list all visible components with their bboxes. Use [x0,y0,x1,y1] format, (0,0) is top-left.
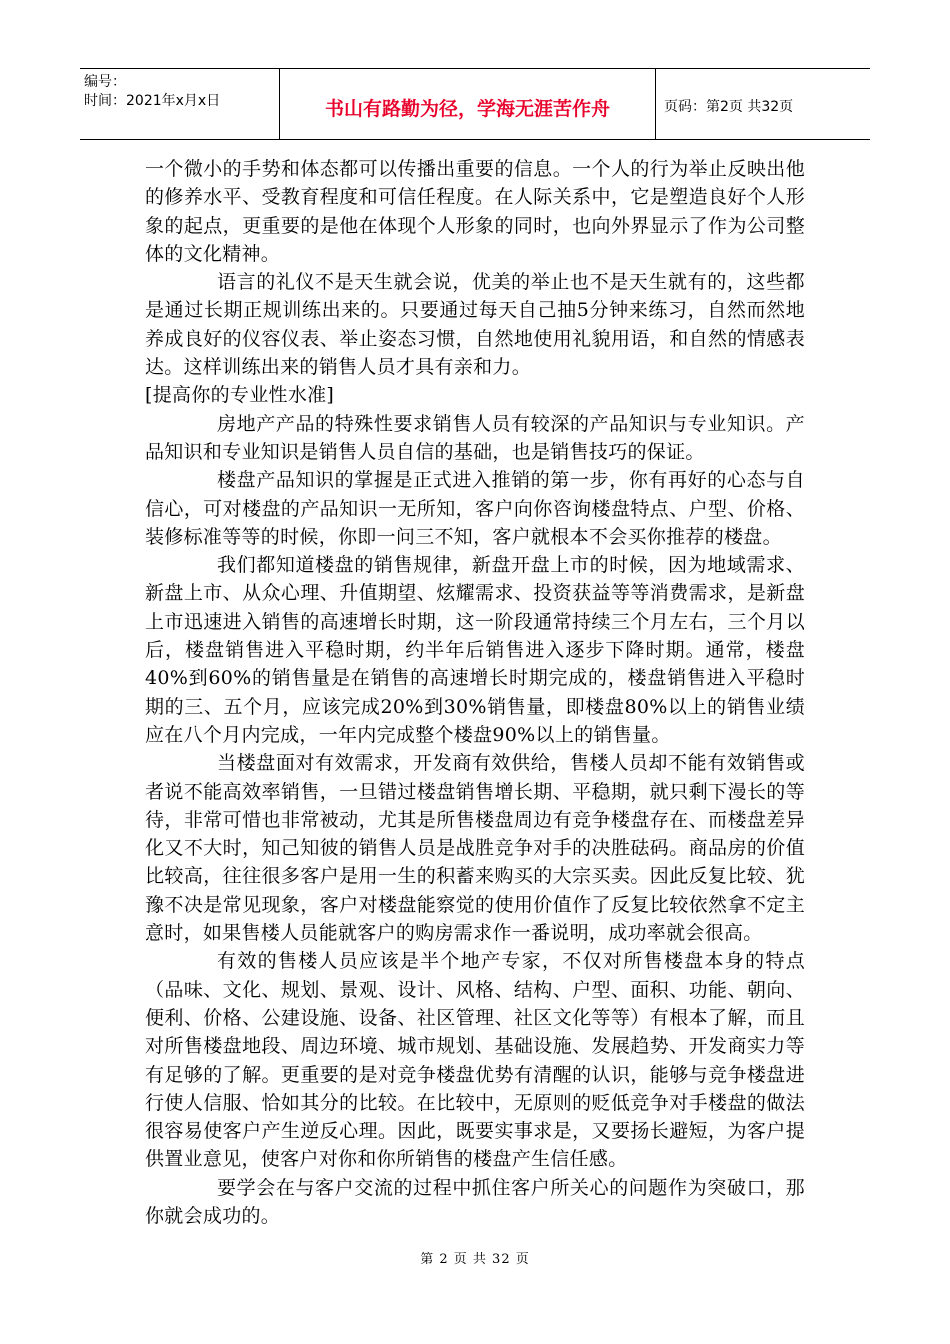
body-paragraph: 一个微小的手势和体态都可以传播出重要的信息。一个人的行为举止反映出他的修养水平、受教育程度和可信任程度。在人际关系中，它是塑造良好个人形象的起点，更重要的是他在体现个人形象的同时，也向外界显示了作为公司整体的文化精神。 [145,158,805,265]
body-paragraph: 要学会在与客户交流的过程中抓住客户所关心的问题作为突破口，那你就会成功的。 [145,1176,805,1227]
doc-number-label: 编号： [84,74,126,90]
body-paragraph: 楼盘产品知识的掌握是正式进入推销的第一步，你有再好的心态与自信心，可对楼盘的产品知识一无所知，客户向你咨询楼盘特点、户型、价格、装修标准等等的时候，你即一问三不知，客户就根本不会买你推荐的楼盘。 [145,469,805,548]
doc-time-label: 时间：2021年x月x日 [84,93,221,109]
page-header [80,68,870,140]
page-footer: 第 2 页 共 32 页 [420,1252,530,1267]
document-body [145,155,805,1230]
body-paragraph: 当楼盘面对有效需求，开发商有效供给，售楼人员却不能有效销售或者说不能高效率销售，一旦错过楼盘销售增长期、平稳期，就只剩下漫长的等待，非常可惜也非常被动，尤其是所售楼盘周边有竞争楼盘存在、而楼盘差异化又不大时，知己知彼的销售人员是战胜竞争对手的决胜砝码。商品房的价值比较高，往往很多客户是用一生的积蓄来购买的大宗买卖。因此反复比较、犹豫不决是常见现象，客户对楼盘能察觉的使用价值作了反复比较依然拿不定主意时，如果售楼人员能就客户的购房需求作一番说明，成功率就会很高。 [145,752,805,945]
body-paragraph: 语言的礼仪不是天生就会说，优美的举止也不是天生就有的，这些都是通过长期正规训练出来的。只要通过每天自己抽5分钟来练习，自然而然地养成良好的仪容仪表、举止姿态习惯，自然地使用礼貌用语，和自然的情感表达。这样训练出来的销售人员才具有亲和力。 [145,271,805,379]
body-paragraph: 房地产产品的特殊性要求销售人员有较深的产品知识与专业知识。产品知识和专业知识是销售人员自信的基础，也是销售技巧的保证。 [145,412,805,463]
header-motto: 书山有路勤为径，学海无涯苦作舟 [280,69,656,139]
header-meta-cell [80,69,280,139]
header-page-info: 页码：第2页 共32页 [664,99,794,115]
body-paragraph: 我们都知道楼盘的销售规律，新盘开盘上市的时候，因为地域需求、新盘上市、从众心理、升值期望、炫耀需求、投资获益等等消费需求，是新盘上市迅速进入销售的高速增长时期，这一阶段通常持续三个月左右，三个月以后，楼盘销售进入平稳时期，约半年后销售进入逐步下降时期。通常，楼盘40%到60%的销售量是在销售的高速增长时期完成的，楼盘销售进入平稳时期的三、五个月，应该完成20%到30%销售量，即楼盘80%以上的销售业绩应在八个月内完成，一年内完成整个楼盘90%以上的销售量。 [145,554,805,746]
body-paragraph: 有效的售楼人员应该是半个地产专家，不仅对所售楼盘本身的特点（品味、文化、规划、景观、设计、风格、结构、户型、面积、功能、朝向、便利、价格、公建设施、设备、社区管理、社区文化等等）有根本了解，而且对所售楼盘地段、周边环境、城市规划、基础设施、发展趋势、开发商实力等有足够的了解。更重要的是对竞争楼盘优势有清醒的认识，能够与竞争楼盘进行使人信服、恰如其分的比较。在比较中，无原则的贬低竞争对手楼盘的做法很容易使客户产生逆反心理。因此，既要实事求是，又要扬长避短，为客户提供置业意见，使客户对你和你所销售的楼盘产生信任感。 [145,950,805,1171]
section-heading: [提高你的专业性水准] [145,384,335,407]
